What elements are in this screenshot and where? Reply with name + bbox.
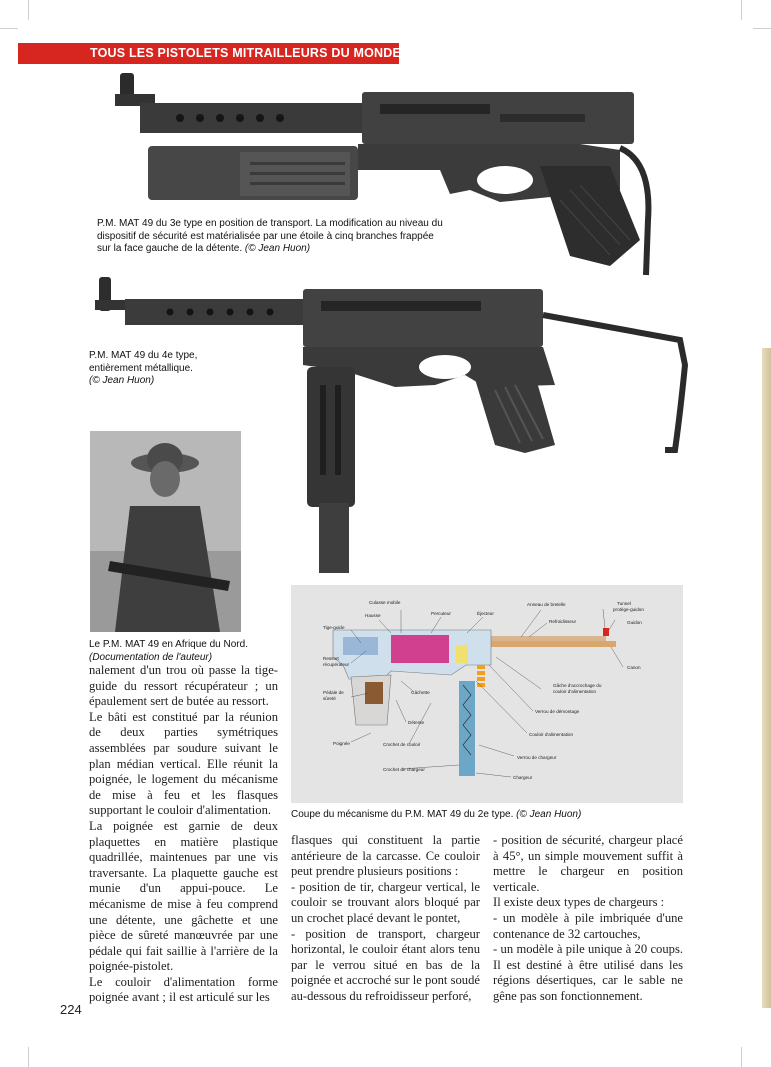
label-tige-guide: Tige-guide: [323, 625, 345, 630]
col2-paragraph-2: - position de tir, chargeur vertical, le couloir se trouvant alors bloqué par un crochet placé devant le pontet,: [291, 879, 480, 925]
label-chargeur: Chargeur: [513, 775, 533, 780]
crop-mark-bottom-right: [741, 1047, 742, 1067]
mechanism-diagram-svg: [291, 585, 683, 803]
caption-photo-line1: Le P.M. MAT 49 en Afrique du Nord.: [89, 639, 248, 650]
label-hausse: Hausse: [365, 613, 381, 618]
col1-paragraph-3: La poignée est garnie de deux plaquettes en matière plastique quadrillée, maintenues par une vis traversante. La plaquette gauche est munie d'un appui-pouce. Le mécanisme de mise à feu comprend une détente, une gâchette et une pièce de sûreté manœuvrée par une pédale qui fait saillie à l'arrière de la poignée-pistolet.: [89, 818, 278, 974]
page-number: 224: [60, 1002, 82, 1017]
text-column-2: [291, 833, 480, 1005]
section-header: [18, 43, 402, 64]
caption-diagram-credit: (© Jean Huon): [516, 809, 582, 820]
col2-paragraph-3: - position de transport, chargeur horizontal, le couloir étant alors tenu par le verrou situé en bas de la poignée et accroché sur le pont soudé au-dessous du refroidisseur perforé,: [291, 926, 480, 1003]
caption-gun-type4-line2: entièrement métallique.: [89, 362, 193, 374]
crop-mark-bottom-left: [28, 1047, 29, 1067]
col2-paragraph-1: flasques qui constituent la partie antérieure de la carcasse. Ce couloir peut prendre plusieurs positions :: [291, 833, 480, 879]
label-detente: Détente: [408, 720, 425, 725]
caption-diagram-text: Coupe du mécanisme du P.M. MAT 49 du 2e type.: [291, 809, 514, 820]
label-poignee: Poignée: [333, 741, 350, 746]
label-ressort-1: Ressort: [323, 656, 339, 661]
label-crochet-couloir: Crochet de couloir: [383, 742, 421, 747]
caption-photo-credit: (Documentation de l'auteur): [89, 651, 213, 663]
mechanism-cutaway-diagram: [291, 585, 683, 803]
caption-gun-type3: [97, 218, 447, 256]
caption-gun-type4-line1: P.M. MAT 49 du 4e type,: [89, 350, 198, 361]
col3-paragraph-3: - un modèle à pile imbriquée d'une contenance de 32 cartouches,: [493, 910, 683, 941]
photo-soldier-north-africa: [90, 431, 241, 632]
section-header-title: TOUS LES PISTOLETS MITRAILLEURS DU MONDE: [90, 46, 402, 60]
caption-gun-type3-text: P.M. MAT 49 du 3e type en position de transport. La modification au niveau du dispositif de sécurité est matérialisée par une étoile à cinq branches frappée sur la face gauche de la détente.: [97, 218, 443, 254]
label-percuteur: Percuteur: [431, 611, 451, 616]
label-culasse: Culasse mobile: [369, 600, 401, 605]
label-canon: Canon: [627, 665, 641, 670]
page-edge-strip: [762, 348, 771, 1008]
caption-photo: [89, 639, 289, 664]
col3-paragraph-4: - un modèle à pile unique à 20 coups. Il est destiné à être utilisé dans les régions désertiques, car le sable ne gêne pas son fonctionnement.: [493, 942, 683, 1003]
crop-mark-top-left-h: [0, 28, 18, 29]
col1-paragraph-4: Le couloir d'alimentation forme poignée avant ; il est articulé sur les: [89, 974, 278, 1005]
label-tunnel: Tunnel: [617, 601, 631, 606]
caption-diagram: [291, 809, 691, 822]
col1-paragraph-1: nalement d'un trou où passe la tige-guide du ressort récupérateur ; un épaulement sert de butée au ressort.: [89, 663, 278, 709]
label-ejecteur: Éjecteur: [477, 611, 494, 616]
label-anneau: Anneau de bretelle: [527, 602, 566, 607]
label-tunnel-2: protège-guidon: [613, 607, 644, 612]
label-verrou-demontage: Verrou de démontage: [535, 709, 580, 714]
label-gachette: Gâchette: [411, 690, 430, 695]
col3-paragraph-1: - position de sécurité, chargeur placé à 45°, un simple mouvement suffit à mettre le chargeur en position verticale.: [493, 833, 683, 894]
text-column-3: [493, 833, 683, 1005]
caption-gun-type3-credit: (© Jean Huon): [244, 243, 311, 254]
label-pedale-1: Pédale de: [323, 690, 344, 695]
caption-gun-type4: [89, 350, 249, 388]
label-guidon: Guidon: [627, 620, 642, 625]
label-verrou-chargeur: Verrou de chargeur: [517, 755, 557, 760]
label-refroidisseur: Refroidisseur: [549, 619, 577, 624]
crop-mark-top-right-h: [753, 28, 771, 29]
label-crochet-chargeur: Crochet de chargeur: [383, 767, 425, 772]
col3-paragraph-2: Il existe deux types de chargeurs :: [493, 895, 665, 910]
crop-mark-top-right: [741, 0, 742, 20]
text-column-1: [89, 663, 278, 1006]
label-pedale-2: sûreté: [323, 696, 336, 701]
label-couloir-alimentation: Couloir d'alimentation: [529, 732, 574, 737]
label-ressort-2: récupérateur: [323, 662, 350, 667]
caption-gun-type4-credit: (© Jean Huon): [89, 375, 155, 386]
label-gache-1: Gâche d'accrochage du: [553, 683, 602, 688]
col1-paragraph-2: Le bâti est constitué par la réunion de deux parties symétriques assemblées par soudure suivant le plan médian vertical. Elle réunit la poignée, le logement du mécanisme de mise à feu et les flasques supportant le couloir d'alimentation.: [89, 709, 278, 818]
crop-mark-top-left: [28, 0, 29, 20]
label-gache-2: couloir d'alimentation: [553, 689, 597, 694]
